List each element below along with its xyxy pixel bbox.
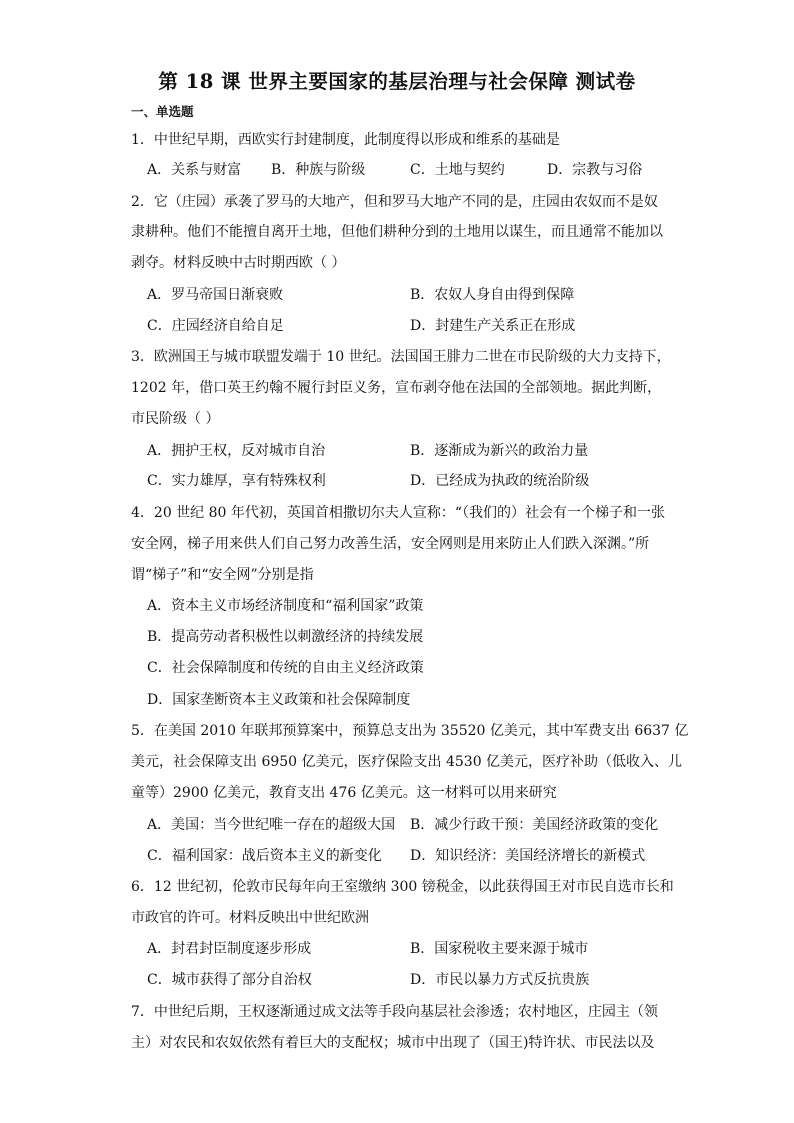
question-1-stem: 1．中世纪早期，西欧实行封建制度，此制度得以形成和维系的基础是 [131, 132, 560, 148]
question-5-option-c: C．福利国家：战后资本主义的新变化 [147, 848, 382, 864]
question-2-option-c: C．庄园经济自给自足 [147, 318, 284, 334]
question-5-option-b: B．减少行政干预：美国经济政策的变化 [410, 817, 659, 833]
question-6-option-a: A．封君封臣制度逐步形成 [147, 941, 312, 957]
question-1-option-c: C．土地与契约 [410, 162, 505, 178]
question-3-stem-line-1: 3．欧洲国王与城市联盟发端于 10 世纪。法国国王腓力二世在市民阶级的大力支持下， [131, 349, 671, 365]
question-4-option-a: A．资本主义市场经济制度和“福利国家”政策 [147, 598, 424, 614]
question-4-stem-line-3: 谓“梯子”和“安全网”分别是指 [131, 567, 314, 583]
question-5-option-a: A．美国：当今世纪唯一存在的超级大国 [147, 817, 396, 833]
question-1-option-b: B．种族与阶级 [271, 162, 366, 178]
question-5-stem-line-2: 美元，社会保障支出 6950 亿美元，医疗保险支出 4530 亿美元，医疗补助（低收入、儿 [131, 754, 683, 770]
question-4-stem-line-2: 安全网，梯子用来供人们自己努力改善生活，安全网则是用来防止人们跌入深渊。”所 [131, 536, 650, 552]
question-5-stem-line-3: 童等）2900 亿美元，教育支出 476 亿美元。这一材料可以用来研究 [131, 785, 557, 801]
section-heading: 一、单选题 [131, 104, 194, 119]
question-1-option-a: A．关系与财富 [147, 162, 242, 178]
question-3-option-a: A．拥护王权，反对城市自治 [147, 443, 326, 459]
question-3-stem-line-3: 市民阶级（ ） [131, 411, 220, 427]
question-2-option-d: D．封建生产关系正在形成 [410, 318, 576, 334]
question-4-option-c: C．社会保障制度和传统的自由主义经济政策 [147, 660, 424, 676]
question-2-stem-line-2: 隶耕种。他们不能擅自离开土地，但他们耕种分到的土地用以谋生，而且通常不能加以 [131, 224, 663, 240]
question-4-option-b: B．提高劳动者积极性以刺激经济的持续发展 [147, 629, 424, 645]
question-1-option-d: D．宗教与习俗 [547, 162, 643, 178]
question-3-option-c: C．实力雄厚，享有特殊权利 [147, 473, 326, 489]
question-3-stem-line-2: 1202 年，借口英王约翰不履行封臣义务，宣布剥夺他在法国的全部领地。据此判断， [131, 380, 662, 396]
page-title: 第 18 课 世界主要国家的基层治理与社会保障 测试卷 [158, 70, 636, 93]
question-6-option-d: D．市民以暴力方式反抗贵族 [410, 972, 590, 988]
question-2-stem-line-3: 剥夺。材料反映中古时期西欧（ ） [131, 255, 346, 271]
question-7-stem-line-1: 7．中世纪后期，王权逐渐通过成文法等手段向基层社会渗透；农村地区，庄园主（领 [131, 1004, 658, 1020]
question-6-stem-line-2: 市政官的许可。材料反映出中世纪欧洲 [131, 910, 369, 926]
question-2-option-b: B．农奴人身自由得到保障 [410, 287, 575, 303]
question-7-stem-line-2: 主）对农民和农奴依然有着巨大的支配权；城市中出现了（国王)特许状、市民法以及 [131, 1035, 655, 1051]
question-3-option-b: B．逐渐成为新兴的政治力量 [410, 443, 589, 459]
question-2-option-a: A．罗马帝国日渐衰败 [147, 287, 284, 303]
question-3-option-d: D．已经成为执政的统治阶级 [410, 473, 590, 489]
question-4-stem-line-1: 4．20 世纪 80 年代初，英国首相撒切尔夫人宣称：“（我们的）社会有一个梯子和一张 [131, 505, 666, 521]
question-6-option-b: B．国家税收主要来源于城市 [410, 941, 589, 957]
question-6-option-c: C．城市获得了部分自治权 [147, 972, 312, 988]
question-5-stem-line-1: 5．在美国 2010 年联邦预算案中，预算总支出为 35520 亿美元，其中军费支出 6637 亿 [131, 723, 689, 739]
question-5-option-d: D．知识经济：美国经济增长的新模式 [410, 848, 646, 864]
question-2-stem-line-1: 2．它（庄园）承袭了罗马的大地产，但和罗马大地产不同的是，庄园由农奴而不是奴 [131, 194, 658, 210]
question-4-option-d: D．国家垄断资本主义政策和社会保障制度 [147, 692, 411, 708]
question-6-stem-line-1: 6．12 世纪初，伦敦市民每年向王室缴纳 300 镑税金，以此获得国王对市民自选市长和 [131, 879, 674, 895]
